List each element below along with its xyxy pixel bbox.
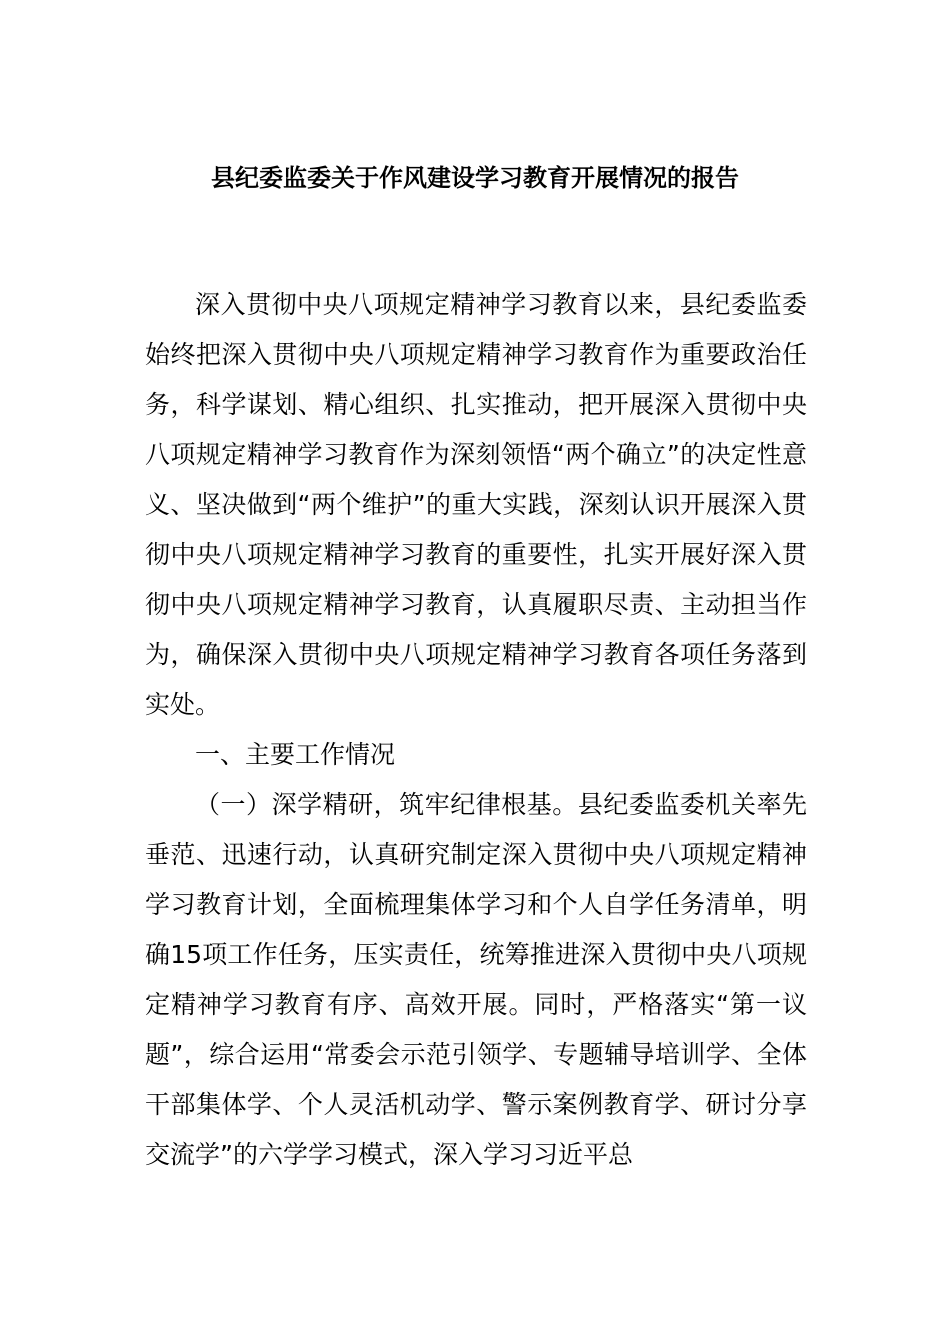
paragraph-study: （一）深学精研，筑牢纪律根基。县纪委监委机关率先垂范、迅速行动，认真研究制定深入贯彻中央八项规定精神学习教育计划，全面梳理集体学习和个人自学任务清单，明确15项工作任务，压实责任，统筹推进深入贯彻中央八项规定精神学习教育有序、高效开展。同时，严格落实“第一议题”，综合运用“常委会示范引领学、专题辅导培训学、全体干部集体学、个人灵活机动学、警示案例教育学、研讨分享交流学”的六学学习模式，深入学习习近平总 bbox=[145, 790, 807, 1169]
paragraph-intro: 深入贯彻中央八项规定精神学习教育以来，县纪委监委始终把深入贯彻中央八项规定精神学习教育作为重要政治任务，科学谋划、精心组织、扎实推动，把开展深入贯彻中央八项规定精神学习教育作为深刻领悟“两个确立”的决定性意义、坚决做到“两个维护”的重大实践，深刻认识开展深入贯彻中央八项规定精神学习教育的重要性，扎实开展好深入贯彻中央八项规定精神学习教育，认真履职尽责、主动担当作为，确保深入贯彻中央八项规定精神学习教育各项任务落到实处。 bbox=[145, 290, 807, 719]
document-title: 县纪委监委关于作风建设学习教育开展情况的报告 bbox=[211, 164, 739, 192]
section-heading-main-work: 一、主要工作情况 bbox=[195, 740, 396, 769]
document-body bbox=[145, 280, 807, 1180]
